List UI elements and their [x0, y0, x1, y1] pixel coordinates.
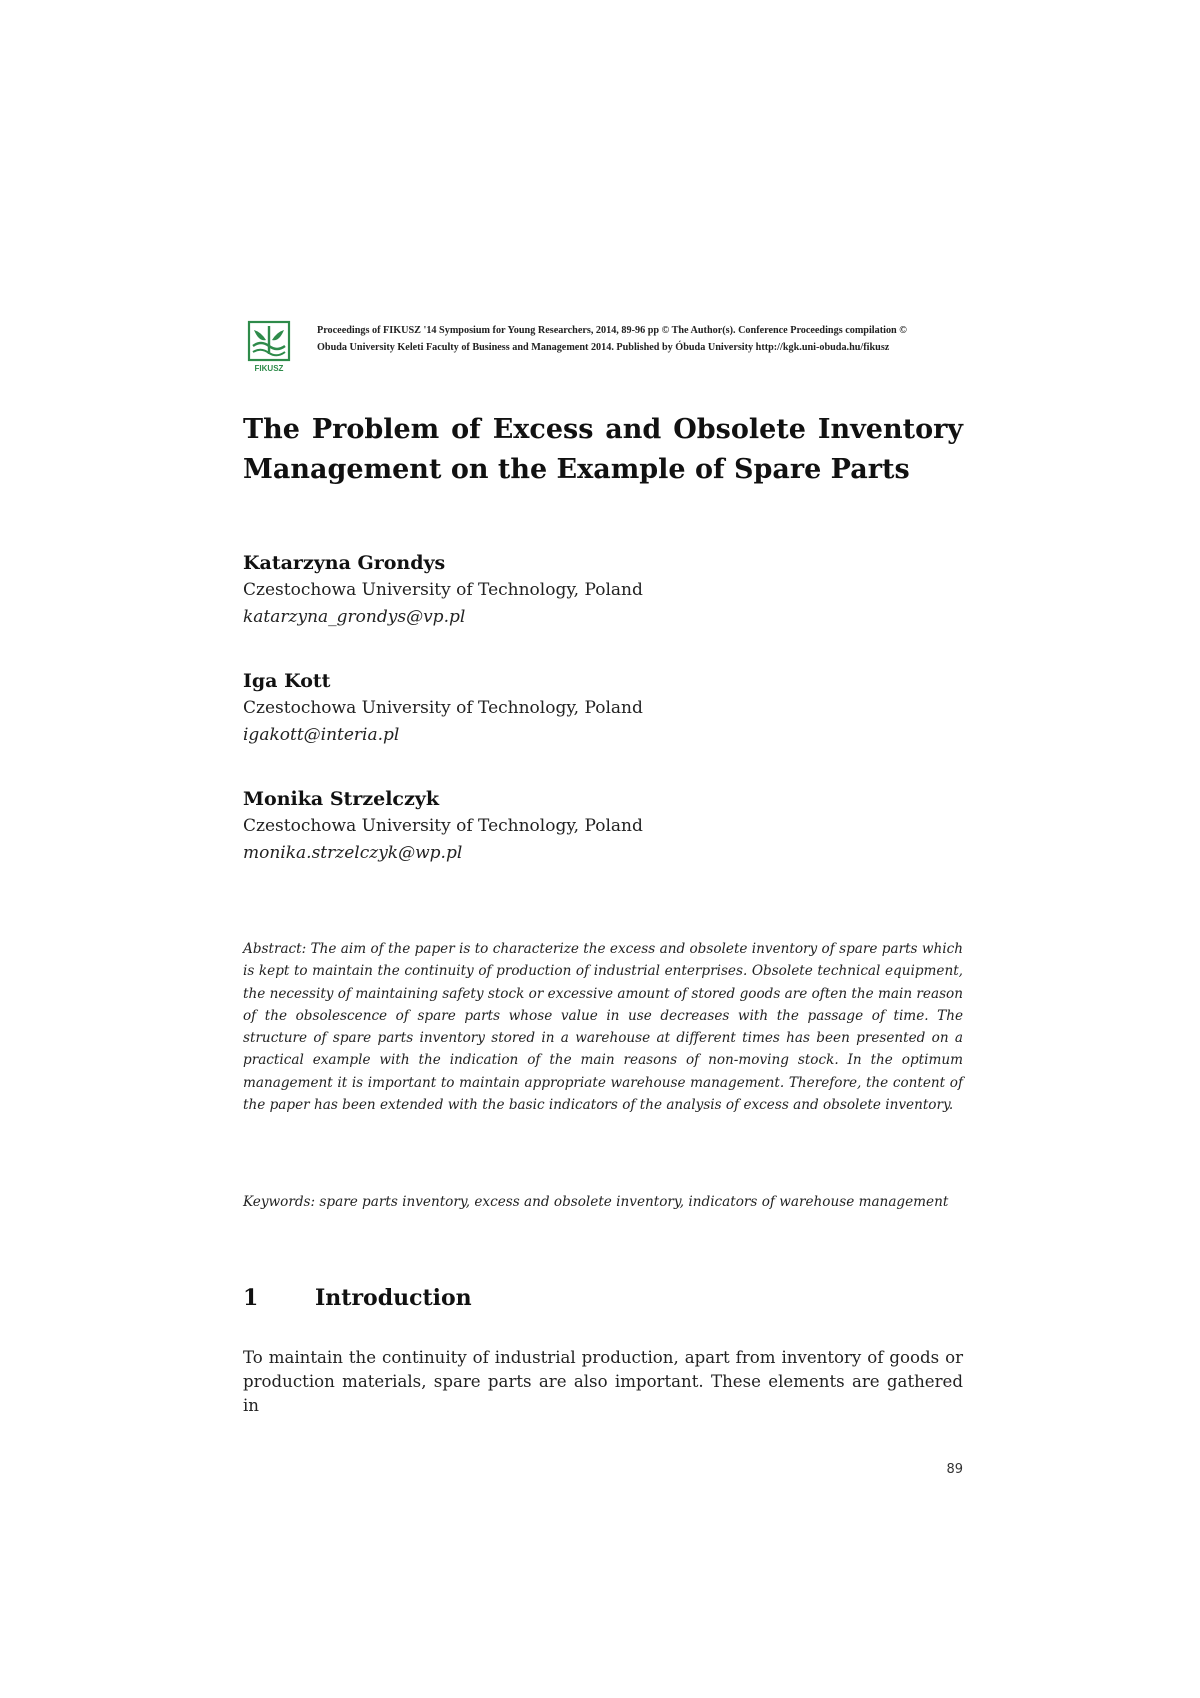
proceedings-info: [317, 322, 963, 356]
proceedings-line-1: Proceedings of FIKUSZ '14 Symposium for Young Researchers, 2014, 89-96 pp © The Author(s). Conference Proceedings compilation ©: [317, 325, 907, 336]
author-affiliation: Czestochowa University of Technology, Poland: [243, 580, 643, 600]
author-name: Monika Strzelczyk: [243, 788, 439, 810]
proceedings-line-2: Obuda University Keleti Faculty of Business and Management 2014. Published by Óbuda University http://kgk.uni-obuda.hu/fikusz: [317, 342, 890, 353]
paper-page: [243, 0, 963, 1698]
keywords: Keywords: spare parts inventory, excess and obsolete inventory, indicators of warehouse management: [243, 1194, 949, 1210]
fikusz-logo: [247, 320, 291, 374]
author-name: Iga Kott: [243, 670, 331, 692]
author-affiliation: Czestochowa University of Technology, Poland: [243, 698, 643, 718]
paper-title: The Problem of Excess and Obsolete Inventory Management on the Example of Spare Parts: [243, 414, 963, 485]
author-name: Katarzyna Grondys: [243, 552, 446, 574]
author-block: [243, 786, 963, 866]
page-number: 89: [946, 1462, 963, 1477]
author-email: katarzyna_grondys@vp.pl: [243, 607, 466, 627]
fikusz-logo-icon: [247, 320, 291, 374]
section-number: 1: [243, 1285, 259, 1311]
author-email: igakott@interia.pl: [243, 725, 400, 745]
fikusz-logo-text: FIKUSZ: [254, 364, 284, 373]
author-block: [243, 550, 963, 630]
section-heading: [243, 1283, 963, 1313]
author-block: [243, 668, 963, 748]
abstract: Abstract: The aim of the paper is to characterize the excess and obsolete inventory of spare parts which is kept to maintain the continuity of production of industrial enterprises. Obsolete technical equipment, the necessity of maintaining safety stock or excessive amount of stored goods are often the main reason of the obsolescence of spare parts whose value in use decreases with the passage of time. The structure of spare parts inventory stored in a warehouse at different times has been presented on a practical example with the indication of the main reasons of non-moving stock. In the optimum management it is important to maintain appropriate warehouse management. Therefore, the content of the paper has been extended with the basic indicators of the analysis of excess and obsolete inventory.: [243, 941, 963, 1114]
author-affiliation: Czestochowa University of Technology, Poland: [243, 816, 643, 836]
body-paragraph: To maintain the continuity of industrial production, apart from inventory of goods or production materials, spare parts are also important. These elements are gathered in: [243, 1348, 963, 1415]
proceedings-header: [243, 320, 963, 376]
section-title: Introduction: [315, 1285, 472, 1311]
author-email: monika.strzelczyk@wp.pl: [243, 843, 463, 863]
